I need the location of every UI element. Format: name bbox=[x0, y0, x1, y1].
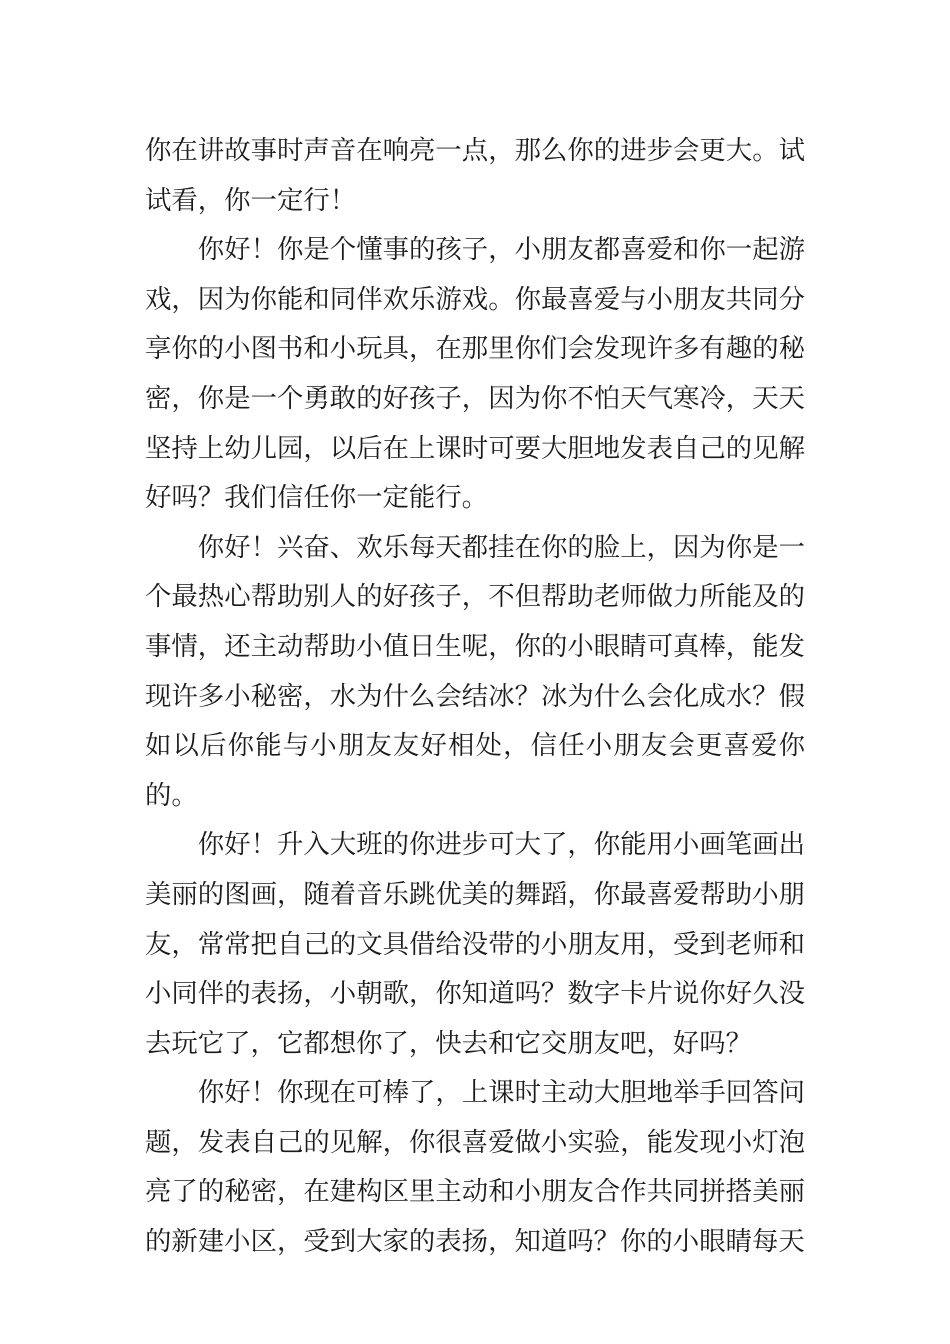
paragraph-4: 你好！你现在可棒了，上课时主动大胆地举手回答问题，发表自己的见解，你很喜爱做小实验，能发现小灯泡亮了的秘密，在建构区里主动和小朋友合作共同拼搭美丽的新建小区，受到大家的表扬，知道吗？你的小眼睛每天 bbox=[145, 1077, 805, 1258]
paragraph-2: 你好！兴奋、欢乐每天都挂在你的脸上，因为你是一个最热心帮助别人的好孩子，不但帮助老师做力所能及的事情，还主动帮助小值日生呢，你的小眼睛可真棒，能发现许多小秘密，水为什么会结冰？冰为什么会化成水？假如以后你能与小朋友友好相处，信任小朋友会更喜爱你的。 bbox=[145, 531, 805, 811]
document-body bbox=[145, 126, 805, 1267]
paragraph-1: 你好！你是个懂事的孩子，小朋友都喜爱和你一起游戏，因为你能和同伴欢乐游戏。你最喜爱与小朋友共同分享你的小图书和小玩具，在那里你们会发现许多有趣的秘密，你是一个勇敢的好孩子，因为你不怕天气寒冷，天天坚持上幼儿园，以后在上课时可要大胆地发表自己的见解好吗？我们信任你一定能行。 bbox=[145, 234, 805, 514]
paragraph-continued: 你在讲故事时声音在响亮一点，那么你的进步会更大。试试看，你一定行！ bbox=[145, 135, 805, 216]
paragraph-3: 你好！升入大班的你进步可大了，你能用小画笔画出美丽的图画，随着音乐跳优美的舞蹈，你最喜爱帮助小朋友，常常把自己的文具借给没带的小朋友用，受到老师和小同伴的表扬，小朝歌，你知道吗？数字卡片说你好久没去玩它了，它都想你了，快去和它交朋友吧，好吗？ bbox=[145, 829, 805, 1059]
